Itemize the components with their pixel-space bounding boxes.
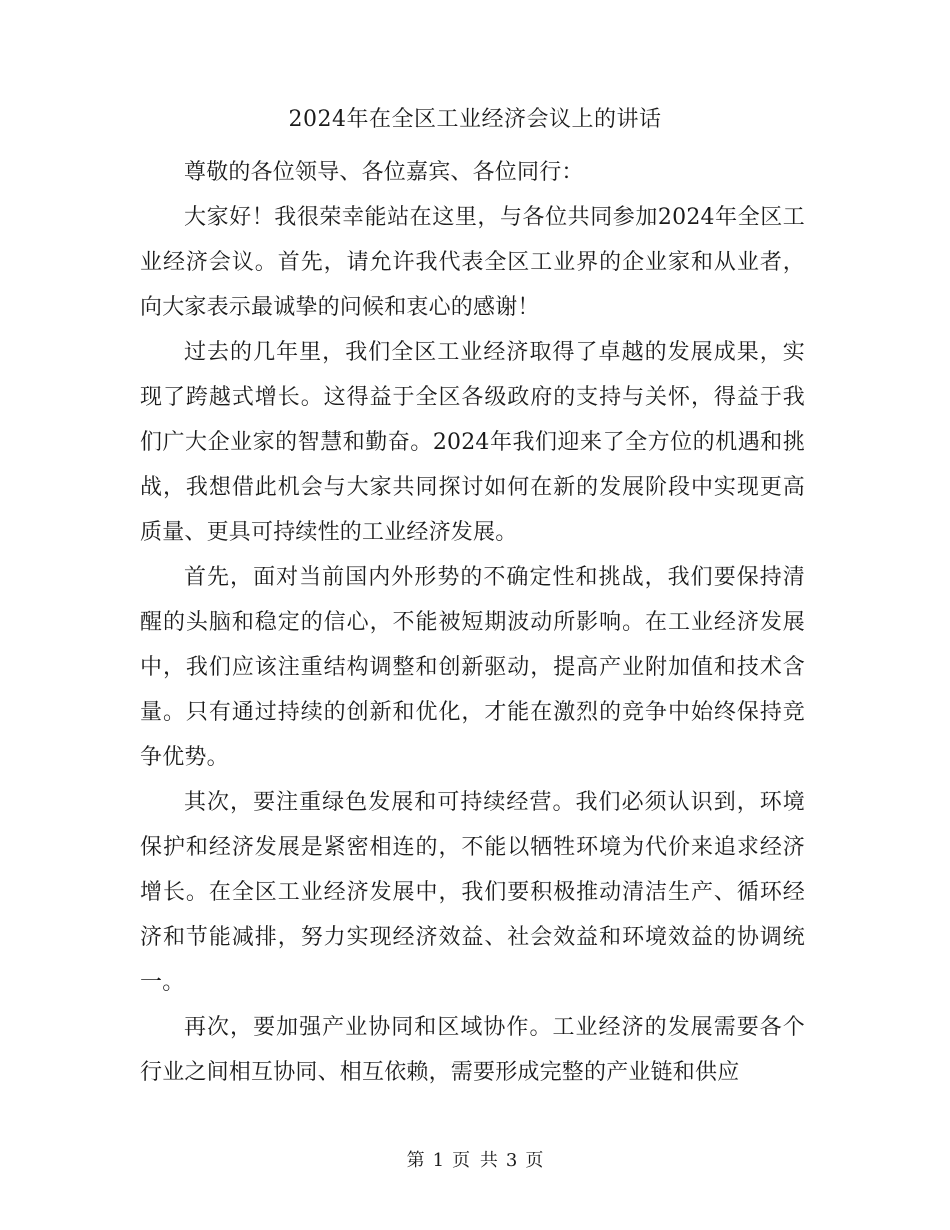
document-body xyxy=(140,150,805,1095)
page-label-prefix: 第 xyxy=(406,1150,425,1171)
paragraph-5: 再次，要加强产业协同和区域协作。工业经济的发展需要各个行业之间相互协同、相互依赖，需要形成完整的产业链和供应 xyxy=(140,1015,805,1085)
paragraph-4: 其次，要注重绿色发展和可持续经营。我们必须认识到，环境保护和经济发展是紧密相连的，不能以牺牲环境为代价来追求经济增长。在全区工业经济发展中，我们要积极推动清洁生产、循环经济和节能减排，努力实现经济效益、社会效益和环境效益的协调统一。 xyxy=(140,790,805,995)
paragraph-1: 大家好！我很荣幸能站在这里，与各位共同参加2024年全区工业经济会议。首先，请允许我代表全区工业界的企业家和从业者，向大家表示最诚挚的问候和衷心的感谢！ xyxy=(140,205,805,320)
total-pages-number: 3 xyxy=(505,1150,518,1171)
paragraph-3: 首先，面对当前国内外形势的不确定性和挑战，我们要保持清醒的头脑和稳定的信心，不能被短期波动所影响。在工业经济发展中，我们应该注重结构调整和创新驱动，提高产业附加值和技术含量。只有通过持续的创新和优化，才能在激烈的竞争中始终保持竞争优势。 xyxy=(140,565,805,770)
current-page-number: 1 xyxy=(432,1150,445,1171)
paragraph-2: 过去的几年里，我们全区工业经济取得了卓越的发展成果，实现了跨越式增长。这得益于全区各级政府的支持与关怀，得益于我们广大企业家的智慧和勤奋。2024年我们迎来了全方位的机遇和挑战，我想借此机会与大家共同探讨如何在新的发展阶段中实现更高质量、更具可持续性的工业经济发展。 xyxy=(140,340,805,545)
salutation: 尊敬的各位领导、各位嘉宾、各位同行： xyxy=(184,160,584,185)
document-title: 2024年在全区工业经济会议上的讲话 xyxy=(288,107,662,132)
page-number-footer xyxy=(0,1148,950,1174)
page-label-mid: 页 共 xyxy=(452,1150,498,1171)
page-label-suffix: 页 xyxy=(525,1150,544,1171)
